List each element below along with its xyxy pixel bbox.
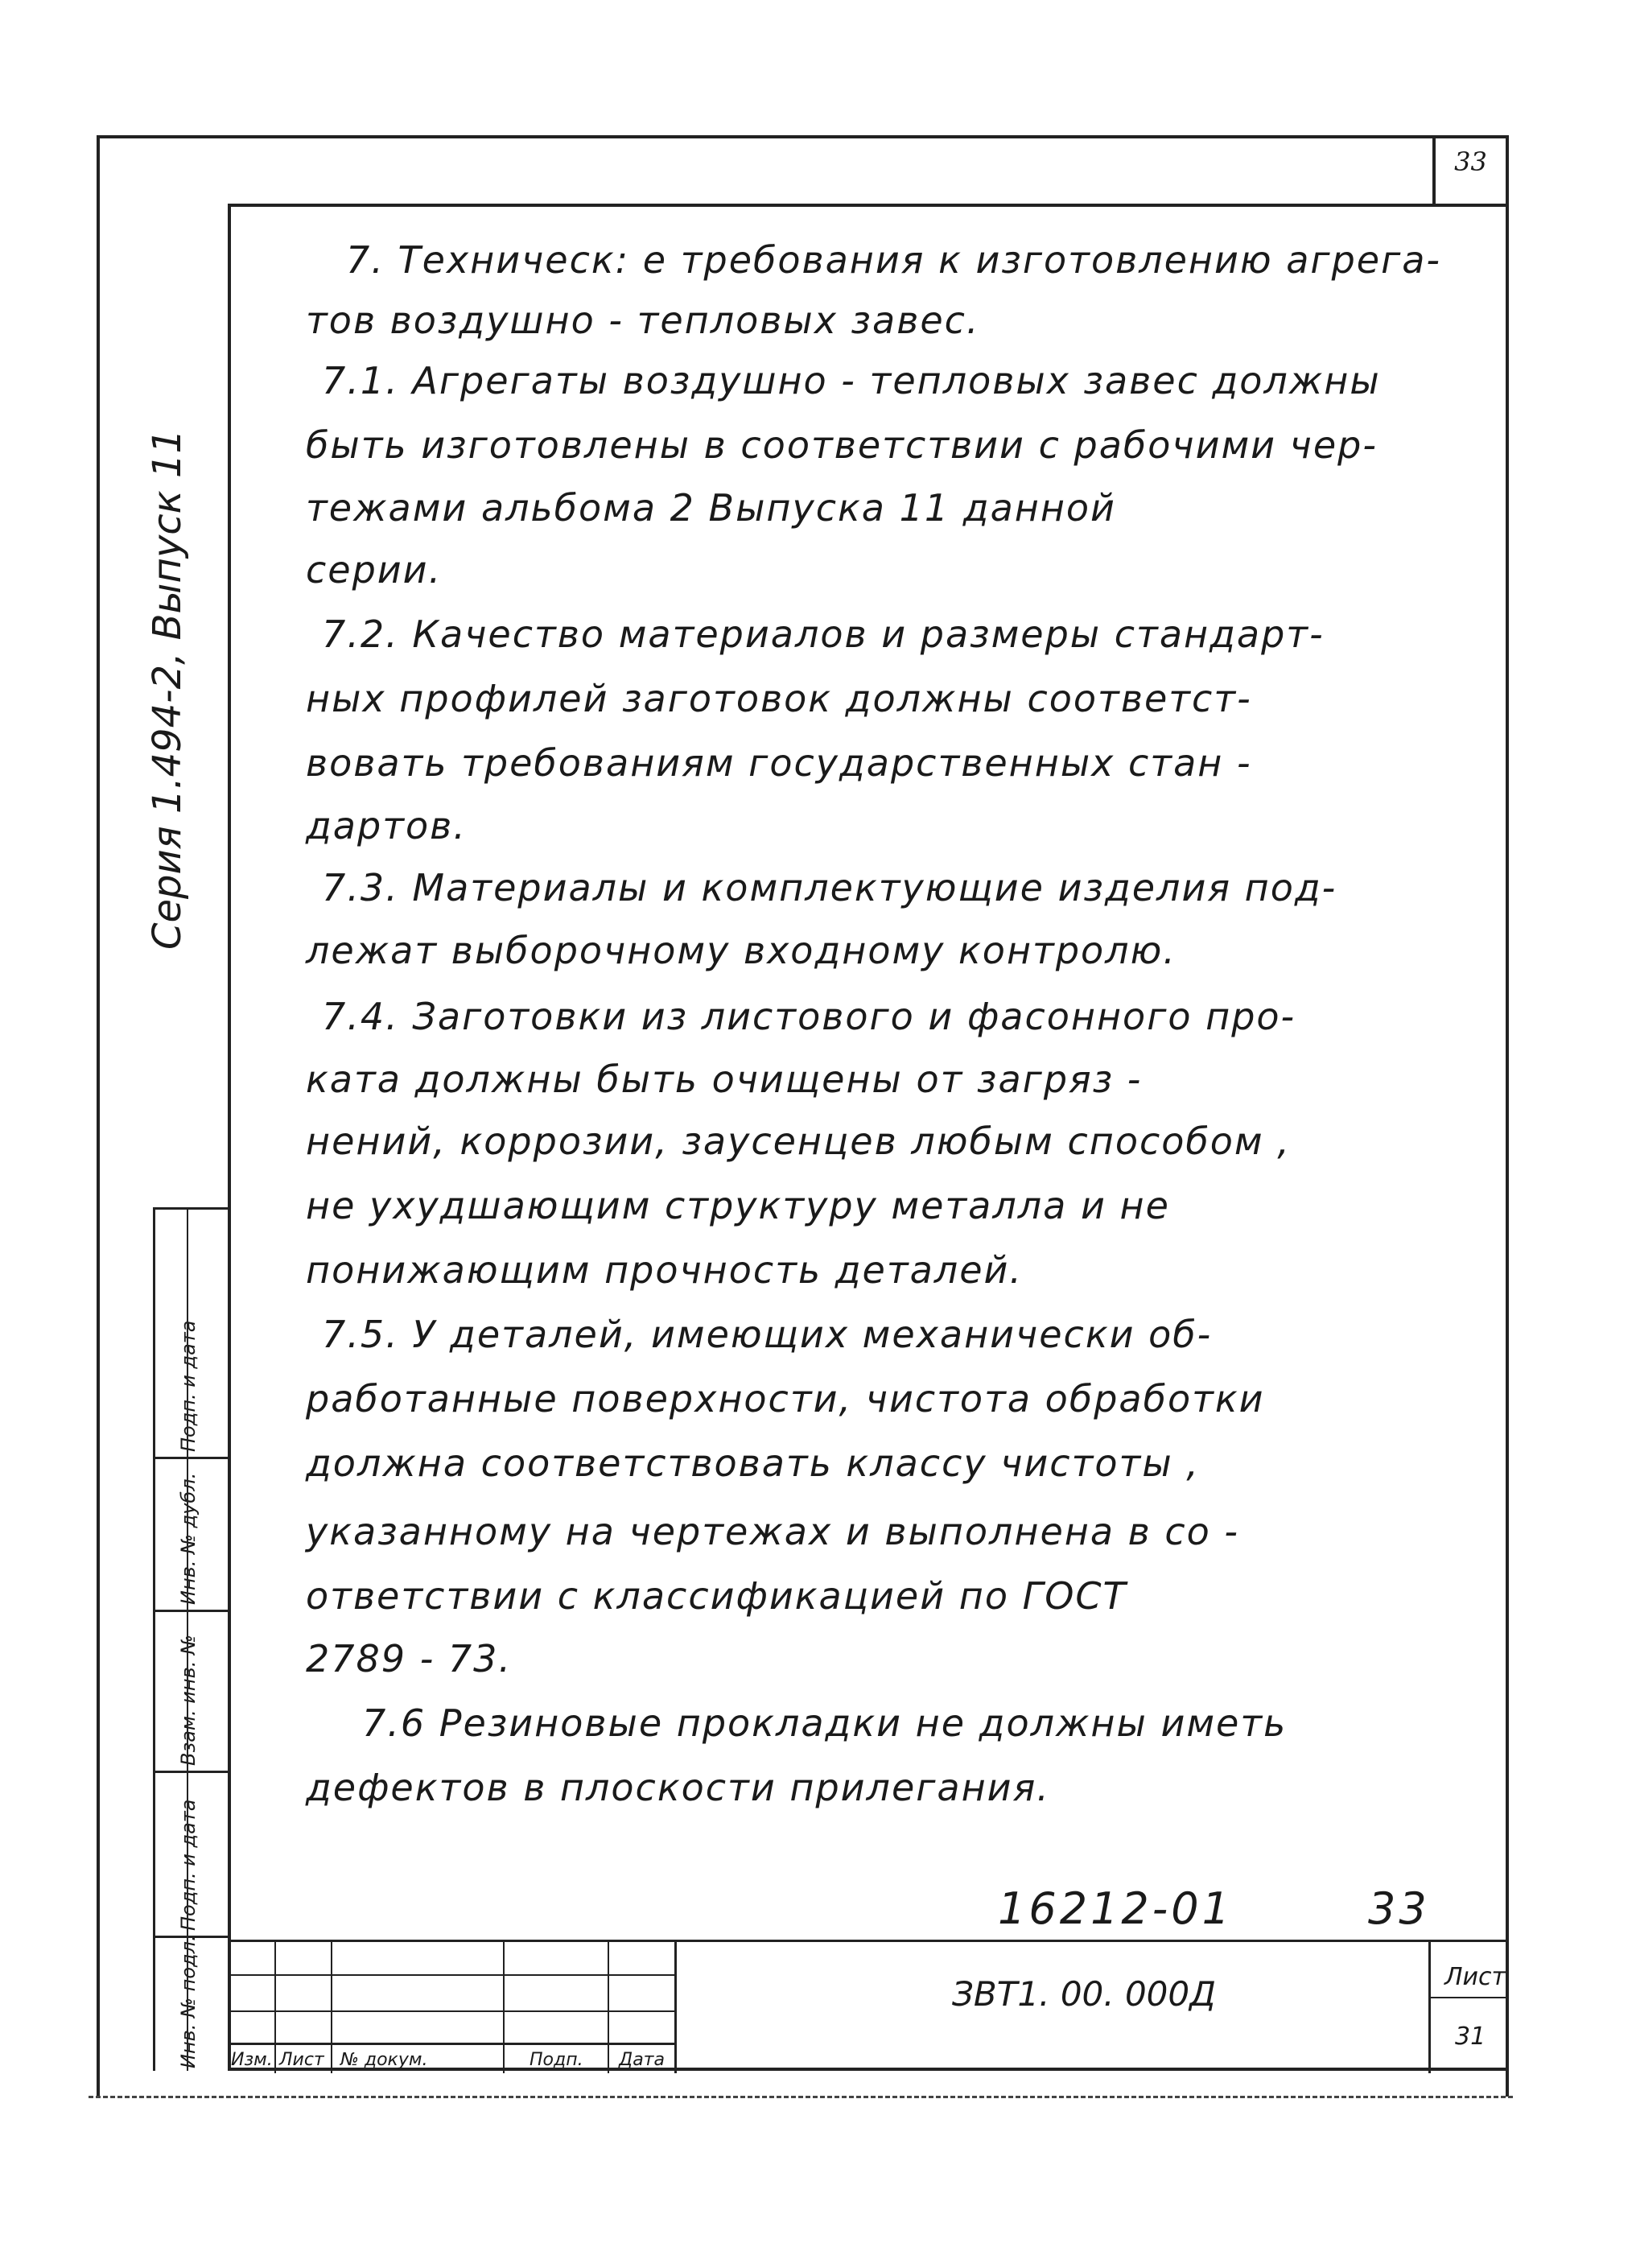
tb-col-podp: Подп. xyxy=(530,2050,583,2070)
side-cell-label: Подп. и дата xyxy=(177,1799,200,1931)
sheet-label: Лист xyxy=(1444,1963,1506,1991)
body-line: работанные поверхности, чистота обработки xyxy=(306,1377,1265,1421)
body-line: дартов. xyxy=(306,804,467,847)
body-line: понижающим прочность деталей. xyxy=(306,1248,1024,1292)
series-margin-label: Серия 1.494-2, Выпуск 11 xyxy=(145,429,190,950)
tb-col-list: Лист xyxy=(279,2050,324,2070)
tb-grid-line xyxy=(274,1942,276,2073)
tb-col-izm: Изм. xyxy=(231,2050,273,2070)
body-line: ответствии с классификацией по ГОСТ xyxy=(306,1574,1127,1618)
tb-grid-line xyxy=(331,1942,332,2073)
designation-code: ЗВТ1. 00. 000Д xyxy=(952,1974,1216,2014)
body-line: вовать требованиям государственных стан - xyxy=(306,741,1252,785)
body-line: дефектов в плоскости прилегания. xyxy=(306,1766,1050,1809)
body-line: серии. xyxy=(306,548,443,592)
sheet-value: 31 xyxy=(1455,2023,1486,2051)
body-line: тов воздушно - тепловых завес. xyxy=(306,299,980,342)
side-cell-label: Взам. инв. № xyxy=(177,1635,200,1766)
body-line: лежат выборочному входному контролю. xyxy=(306,929,1177,972)
tb-grid-line xyxy=(1428,1997,1509,1998)
body-line: быть изготовлены в соответствии с рабочими чер- xyxy=(306,423,1378,467)
tb-grid-line xyxy=(608,1942,609,2073)
body-line: 7.4. Заготовки из листового и фасонного про- xyxy=(322,995,1296,1038)
tb-grid-line xyxy=(503,1942,505,2073)
side-cell-inv-dubl xyxy=(155,1459,230,1612)
page-number-top: 33 xyxy=(1454,146,1487,177)
side-cell-label: Подп. и дата xyxy=(177,1320,200,1452)
body-line: 7.3. Материалы и комплектующие изделия под- xyxy=(322,866,1337,909)
body-line: 7.6 Резиновые прокладки не должны иметь xyxy=(362,1701,1288,1745)
body-line: 7. Техническ: е требования к изготовлению агрега- xyxy=(346,238,1442,282)
body-line: нений, коррозии, заусенцев любым способом , xyxy=(306,1120,1291,1163)
side-stamp-divider xyxy=(187,1207,188,2071)
doc-number: 16212-01 xyxy=(998,1883,1233,1934)
tb-grid-line xyxy=(1428,1942,1431,2073)
body-line: 7.1. Агрегаты воздушно - тепловых завес должны xyxy=(322,359,1381,402)
side-cell-inv-podl xyxy=(155,1935,230,2073)
side-cell-vzam-inv xyxy=(155,1612,230,1773)
body-line: должна соответствовать классу чистоты , xyxy=(306,1441,1200,1485)
body-line: 7.5. У деталей, имеющих механически об- xyxy=(322,1313,1213,1356)
body-line: ных профилей заготовок должны соответст- xyxy=(306,677,1252,720)
body-line: тежами альбома 2 Выпуска 11 данной xyxy=(306,486,1116,530)
tb-col-dokum: № докум. xyxy=(340,2050,428,2070)
side-cell-label: Инв. № дубл. xyxy=(177,1472,200,1605)
tb-col-data: Дата xyxy=(619,2050,665,2070)
side-stamp-table xyxy=(153,1207,228,2071)
side-cell-podp-data-1 xyxy=(155,1210,230,1459)
tb-grid-line xyxy=(674,1942,677,2073)
side-cell-label: Инв. № подл. xyxy=(177,1935,200,2068)
title-block xyxy=(228,1940,1509,2071)
body-line: ката должны быть очищены от загряз - xyxy=(306,1058,1143,1101)
body-line: 7.2. Качество материалов и размеры стандарт- xyxy=(322,612,1325,656)
doc-number-page: 33 xyxy=(1368,1883,1430,1934)
sheet-cut-line xyxy=(89,2096,1513,2098)
body-line: не ухудшающим структуру металла и не xyxy=(306,1184,1170,1227)
side-cell-podp-data-2 xyxy=(155,1773,230,1938)
body-line: указанному на чертежах и выполнена в со - xyxy=(306,1510,1240,1553)
body-line: 2789 - 73. xyxy=(306,1637,513,1680)
